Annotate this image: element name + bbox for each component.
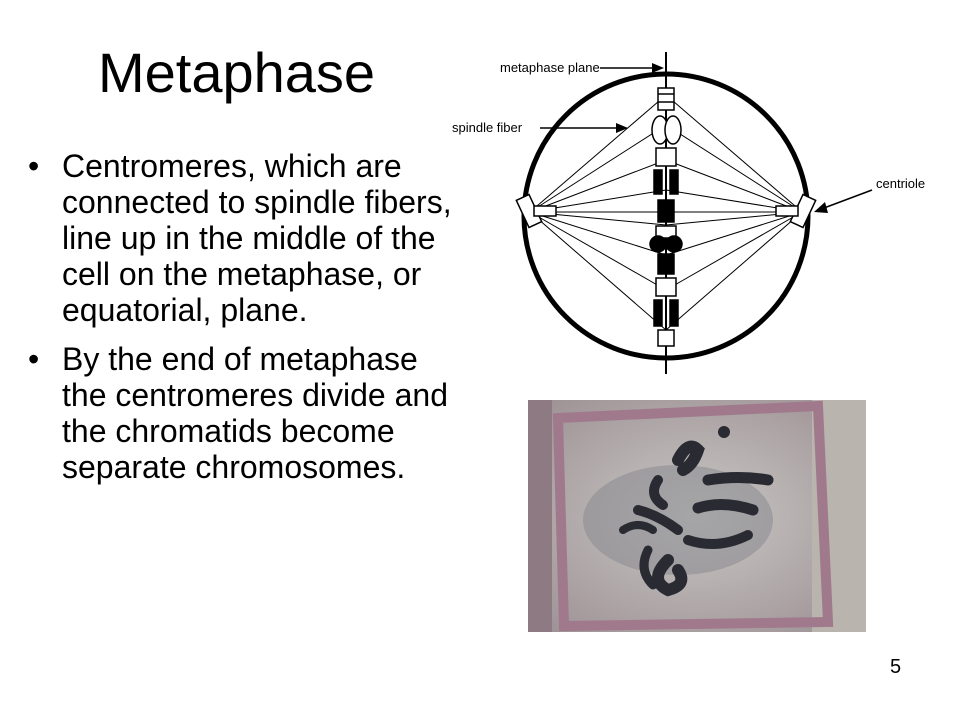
bullet-text: Centromeres, which are connected to spindle fibers, line up in the middle of the cell on the metaphase, or equatorial, plane. — [62, 148, 452, 328]
bullet-item — [28, 341, 458, 485]
bullet-text: By the end of metaphase the centromeres divide and the chromatids become separate chromosomes. — [62, 341, 448, 485]
arrowhead-spindle-fiber — [616, 123, 628, 133]
bullet-marker: • — [28, 341, 40, 377]
bullet-marker: • — [28, 148, 40, 184]
arrow-centriole — [824, 190, 872, 208]
slide-title: Metaphase — [98, 41, 376, 104]
metaphase-diagram — [440, 40, 926, 380]
label-centriole: centriole — [876, 176, 926, 191]
label-metaphase-plane: metaphase plane — [500, 60, 600, 75]
page-number: 5 — [890, 656, 902, 678]
chromosome-dot — [718, 426, 730, 438]
metaphase-micrograph — [528, 400, 866, 632]
bullet-list — [28, 148, 458, 498]
label-spindle-fiber: spindle fiber — [452, 120, 523, 135]
arrowhead-metaphase-plane — [652, 63, 664, 73]
arrowhead-centriole — [814, 202, 828, 213]
cell-wall-left — [528, 400, 552, 632]
bullet-item — [28, 148, 458, 328]
